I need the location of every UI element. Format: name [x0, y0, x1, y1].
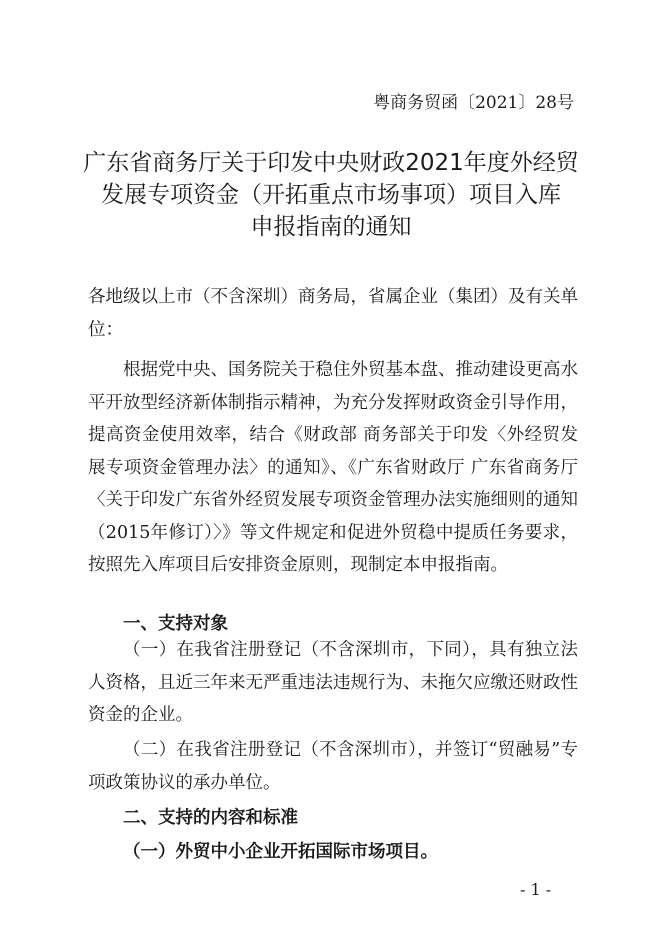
title-line-1: 广东省商务厅关于印发中央财政2021年度外经贸 [83, 150, 579, 176]
title-line-3: 申报指南的通知 [250, 214, 412, 240]
intro-paragraph: 根据党中央、国务院关于稳住外贸基本盘、推动建设更高水平开放型经济新体制指示精神，为充分发挥财政资金引导作用，提高资金使用效率，结合《财政部 商务部关于印发〈外经贸发展专项资金管理办法〉的通知》、《广东省财政厅 广东省商务厅〈关于印发广东省外经贸发展专项资金管理办法实施细则的通知（2015年修订）〉》等文件规定和促进外贸稳中提质任务要求，按照先入库项目后安排资金原则，现制定本申报指南。 [88, 360, 578, 575]
subsection-heading-sme-markets: （一）外贸中小企业开拓国际市场项目。 [123, 842, 438, 862]
document-title [0, 147, 662, 243]
salutation: 各地级以上市（不含深圳）商务局，省属企业（集团）及有关单位： [88, 287, 578, 340]
support-target-item-2: （二）在我省注册登记（不含深圳市），并签订“贸融易”专项政策协议的承办单位。 [88, 740, 578, 793]
page-number: - 1 - [520, 880, 552, 899]
section-heading-content-standards: 二、支持的内容和标准 [123, 808, 298, 828]
section-heading-support-targets: 一、支持对象 [123, 614, 228, 634]
document-number: 粤商务贸函〔2021〕28号 [373, 93, 574, 113]
title-line-2: 发展专项资金（开拓重点市场事项）项目入库 [101, 182, 561, 208]
support-target-item-1: （一）在我省注册登记（不含深圳市，下同），具有独立法人资格，且近三年来无严重违法违规行为、未拖欠应缴还财政性资金的企业。 [88, 640, 578, 725]
